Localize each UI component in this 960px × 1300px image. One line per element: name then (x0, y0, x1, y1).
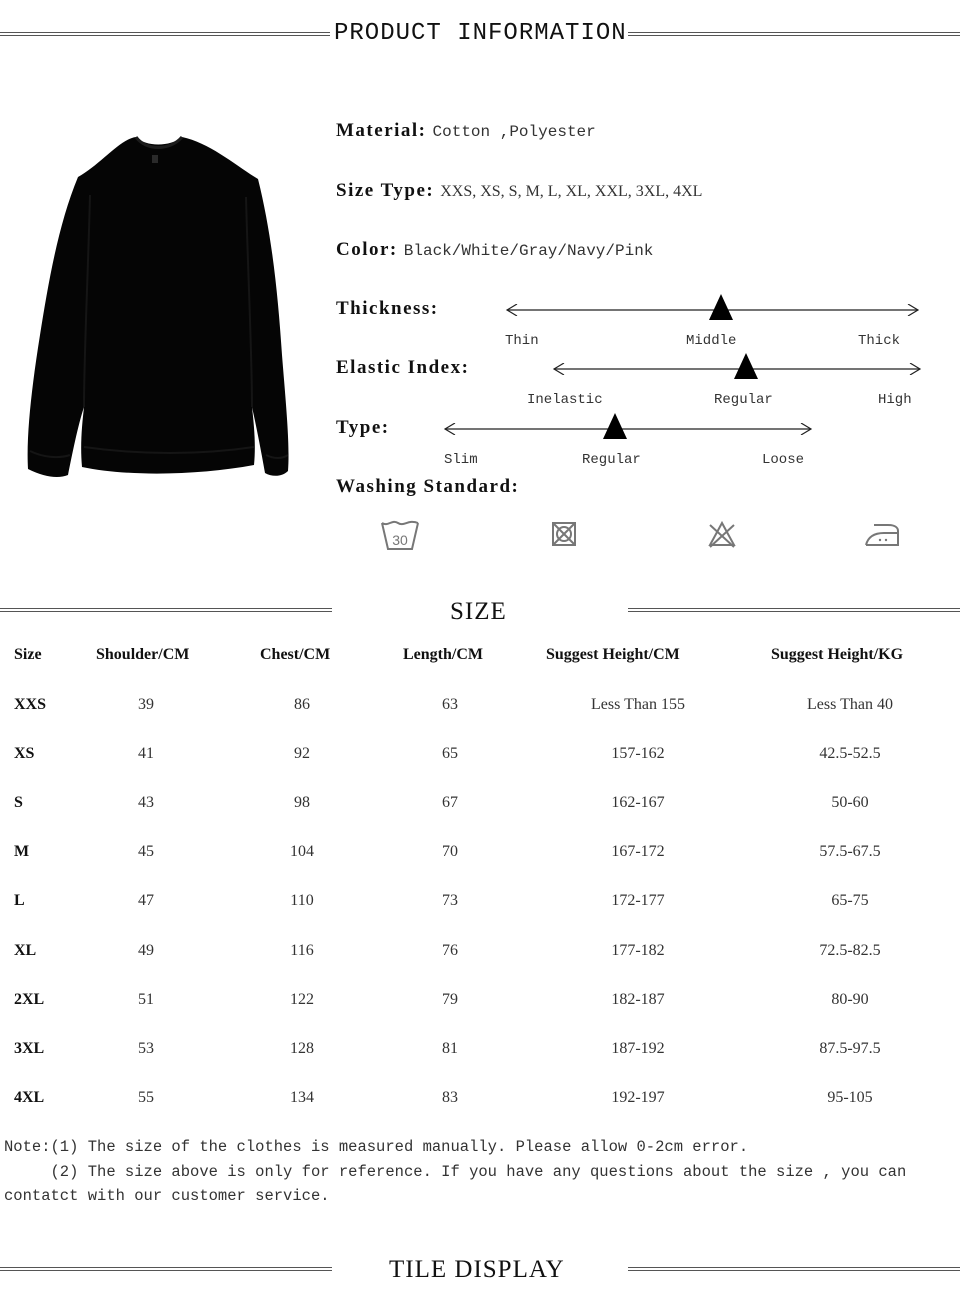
tile-display-title: TILE DISPLAY (389, 1256, 565, 1283)
elastic-label-high: High (878, 392, 912, 408)
column-header-size: Size (14, 646, 42, 663)
cell-height-kg: 95-105 (827, 1088, 873, 1106)
cell-height-cm: 177-182 (611, 941, 665, 959)
cell-shoulder: 41 (138, 745, 154, 763)
thickness-marker (709, 294, 733, 320)
wash-30-icon (378, 515, 422, 555)
cell-shoulder: 43 (138, 794, 154, 812)
elastic-index-label: Elastic Index: (336, 357, 470, 378)
cell-length: 73 (442, 892, 458, 910)
cell-chest: 122 (290, 990, 314, 1008)
cell-length: 81 (442, 1039, 458, 1057)
thickness-label-middle: Middle (686, 333, 737, 349)
cell-size: 3XL (14, 1039, 45, 1057)
cell-height-cm: 157-162 (611, 745, 665, 763)
note-line-1: Note:(1) The size of the clothes is measured manually. Please allow 0-2cm error. (4, 1138, 749, 1156)
cell-height-cm: 192-197 (611, 1088, 665, 1106)
cell-size: XXS (14, 696, 47, 713)
color-label: Color: (336, 239, 398, 260)
thickness-label-thin: Thin (505, 333, 539, 349)
header-rule-left (0, 32, 330, 36)
cell-length: 65 (442, 745, 458, 763)
thickness-scale (505, 310, 920, 354)
tile-display-header (0, 1254, 960, 1294)
color-value: Black/White/Gray/Navy/Pink (403, 242, 654, 260)
cell-height-cm: 167-172 (611, 843, 665, 861)
cell-length: 67 (442, 794, 458, 812)
note-line-3: contatct with our customer service. (4, 1187, 330, 1205)
cell-size: L (14, 892, 25, 910)
cell-shoulder: 39 (138, 696, 154, 713)
cell-height-cm: 172-177 (611, 892, 665, 910)
elastic-label-inelastic: Inelastic (527, 392, 603, 408)
material-row (336, 120, 596, 142)
thickness-label: Thickness: (336, 298, 439, 319)
cell-height-kg: 65-75 (831, 892, 869, 910)
tile-rule-right (628, 1267, 960, 1271)
column-header-chest: Chest/CM (260, 646, 331, 663)
washing-standard-label: Washing Standard: (336, 476, 520, 497)
size-type-label: Size Type: (336, 180, 435, 201)
column-header-shoulder: Shoulder/CM (96, 646, 190, 663)
elastic-scale (527, 369, 922, 413)
elastic-label-regular: Regular (714, 392, 773, 408)
cell-height-kg: 50-60 (831, 794, 869, 812)
size-type-value: XXS, XS, S, M, L, XL, XXL, 3XL, 4XL (440, 183, 703, 200)
cell-length: 70 (442, 843, 458, 861)
cell-height-cm: 182-187 (611, 990, 665, 1008)
size-type-row (336, 180, 702, 202)
cell-chest: 110 (290, 892, 314, 910)
thickness-label-thick: Thick (858, 333, 901, 349)
cell-height-kg: 57.5-67.5 (819, 843, 881, 861)
cell-length: 83 (442, 1088, 458, 1106)
cell-chest: 98 (294, 794, 310, 812)
cell-chest: 104 (290, 843, 314, 861)
elastic-marker (734, 353, 758, 379)
cell-chest: 116 (290, 941, 314, 959)
cell-height-kg: 80-90 (831, 990, 869, 1008)
type-label-regular: Regular (582, 452, 641, 468)
no-bleach-icon (700, 515, 744, 555)
column-header-height-kg: Suggest Height/KG (771, 646, 904, 663)
cell-length: 79 (442, 990, 458, 1008)
cell-height-kg: 42.5-52.5 (819, 745, 881, 763)
type-scale (443, 429, 813, 473)
cell-chest: 86 (294, 696, 310, 713)
color-row (336, 239, 653, 261)
cell-size: M (14, 843, 30, 861)
product-image (20, 125, 300, 495)
product-information-header (0, 18, 960, 58)
header-rule-right (628, 32, 960, 36)
cell-shoulder: 53 (138, 1039, 154, 1057)
cell-chest: 134 (290, 1088, 314, 1106)
column-header-length: Length/CM (403, 646, 483, 663)
cell-chest: 128 (290, 1039, 314, 1057)
cell-size: 4XL (14, 1088, 45, 1106)
cell-height-kg: 72.5-82.5 (819, 941, 881, 959)
size-header (0, 596, 960, 636)
cell-height-cm: 162-167 (611, 794, 665, 812)
type-marker (603, 413, 627, 439)
cell-size: XS (14, 745, 35, 763)
size-rule-right (628, 608, 960, 612)
wash-temp-text: 30 (392, 532, 408, 548)
cell-size: XL (14, 941, 37, 959)
note-line-2: (2) The size above is only for reference. If you have any questions about the size , you can (4, 1163, 907, 1181)
cell-height-kg: 87.5-97.5 (819, 1039, 881, 1057)
cell-size: S (14, 794, 23, 812)
type-arrow-line (443, 423, 813, 435)
column-header-height-cm: Suggest Height/CM (546, 646, 680, 663)
cell-shoulder: 49 (138, 941, 154, 959)
product-information-title: PRODUCT INFORMATION (334, 20, 627, 47)
type-label: Type: (336, 417, 390, 438)
cell-length: 63 (442, 696, 458, 713)
cell-length: 76 (442, 941, 458, 959)
no-tumble-dry-icon (542, 515, 586, 555)
cell-height-kg: Less Than 40 (807, 696, 893, 713)
cell-height-cm: Less Than 155 (591, 696, 685, 713)
cell-chest: 92 (294, 745, 310, 763)
type-label-loose: Loose (762, 452, 805, 468)
cell-shoulder: 51 (138, 990, 154, 1008)
cell-height-cm: 187-192 (611, 1039, 665, 1057)
material-value: Cotton ,Polyester (432, 123, 596, 141)
tile-rule-left (0, 1267, 332, 1271)
cell-shoulder: 55 (138, 1088, 154, 1106)
type-label-slim: Slim (444, 452, 478, 468)
cell-shoulder: 47 (138, 892, 154, 910)
material-label: Material: (336, 120, 427, 141)
cell-shoulder: 45 (138, 843, 154, 861)
cell-size: 2XL (14, 990, 45, 1008)
size-title: SIZE (450, 598, 507, 625)
iron-icon (860, 515, 904, 555)
size-rule-left (0, 608, 332, 612)
